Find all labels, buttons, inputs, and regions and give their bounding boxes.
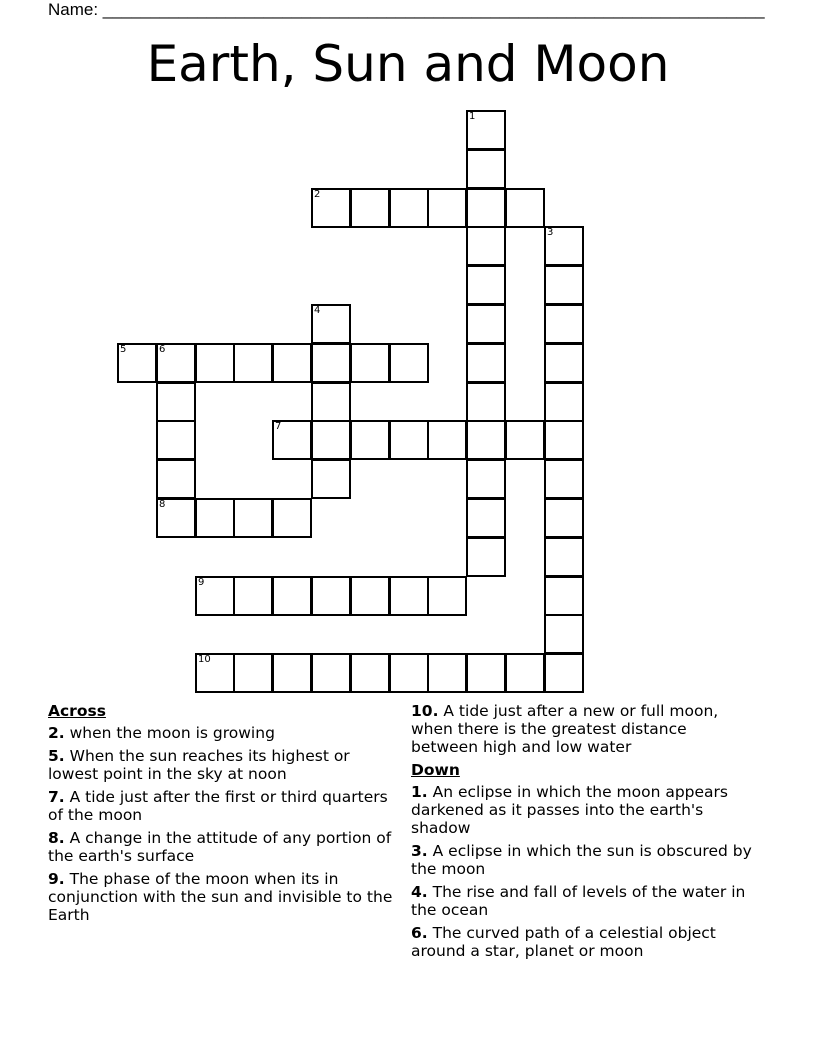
clue-across-5 (48, 747, 393, 783)
clue-number: 6. (411, 924, 428, 942)
grid-cell[interactable] (544, 614, 584, 654)
grid-cell[interactable] (505, 653, 545, 693)
grid-cell[interactable] (272, 420, 312, 460)
clue-text: A tide just after a new or full moon, when there is the greatest distance between high and low water (411, 702, 719, 756)
clue-down-3 (411, 842, 756, 878)
clue-number: 7. (48, 788, 65, 806)
clue-text: When the sun reaches its highest or lowest point in the sky at noon (48, 747, 350, 783)
grid-cell[interactable] (350, 653, 390, 693)
grid-cell[interactable] (544, 226, 584, 266)
clue-text: when the moon is growing (69, 724, 275, 742)
grid-cell[interactable] (233, 653, 273, 693)
clue-across-7 (48, 788, 393, 824)
clue-down-6 (411, 924, 756, 960)
clue-text: The phase of the moon when its in conjunction with the sun and invisible to the Earth (48, 870, 393, 924)
clue-number: 3. (411, 842, 428, 860)
grid-cell[interactable] (156, 459, 196, 499)
grid-cell[interactable] (544, 537, 584, 577)
clue-number-label: 3 (547, 227, 554, 238)
clue-number: 10. (411, 702, 439, 720)
grid-cell[interactable] (466, 110, 506, 150)
grid-cell[interactable] (466, 188, 506, 228)
across-heading: Across (48, 702, 106, 720)
grid-cell[interactable] (427, 653, 467, 693)
clue-number-label: 6 (159, 344, 166, 355)
grid-cell[interactable] (544, 576, 584, 616)
page-title: Earth, Sun and Moon (146, 35, 670, 93)
grid-cell[interactable] (311, 382, 351, 422)
grid-cell[interactable] (427, 188, 467, 228)
clue-text: A tide just after the first or third quarters of the moon (48, 788, 388, 824)
grid-cell[interactable] (544, 265, 584, 305)
clue-number-label: 1 (469, 111, 476, 122)
grid-cell[interactable] (389, 653, 429, 693)
grid-cell[interactable] (311, 188, 351, 228)
grid-cell[interactable] (389, 576, 429, 616)
grid-cell[interactable] (195, 498, 235, 538)
grid-cell[interactable] (272, 343, 312, 383)
grid-cell[interactable] (350, 576, 390, 616)
grid-cell[interactable] (311, 576, 351, 616)
grid-cell[interactable] (389, 343, 429, 383)
clue-number-label: 7 (275, 421, 282, 432)
grid-cell[interactable] (544, 382, 584, 422)
grid-cell[interactable] (427, 420, 467, 460)
grid-cell[interactable] (544, 653, 584, 693)
grid-cell[interactable] (156, 498, 196, 538)
grid-cell[interactable] (156, 382, 196, 422)
clue-across-8 (48, 829, 393, 865)
grid-cell[interactable] (544, 304, 584, 344)
grid-cell[interactable] (466, 382, 506, 422)
grid-cell[interactable] (311, 653, 351, 693)
clue-text: A eclipse in which the sun is obscured by the moon (411, 842, 752, 878)
grid-cell[interactable] (350, 420, 390, 460)
clue-number-label: 9 (198, 577, 205, 588)
grid-cell[interactable] (466, 226, 506, 266)
clue-number-label: 5 (120, 344, 127, 355)
grid-cell[interactable] (466, 498, 506, 538)
clue-number: 2. (48, 724, 65, 742)
clue-number: 9. (48, 870, 65, 888)
grid-cell[interactable] (272, 498, 312, 538)
grid-cell[interactable] (505, 420, 545, 460)
clue-down-1 (411, 783, 756, 837)
grid-cell[interactable] (544, 343, 584, 383)
clue-number: 4. (411, 883, 428, 901)
clue-across-10 (411, 702, 756, 756)
clue-number-label: 4 (314, 305, 321, 316)
grid-cell[interactable] (505, 188, 545, 228)
grid-cell[interactable] (466, 265, 506, 305)
grid-cell[interactable] (311, 420, 351, 460)
clue-number: 8. (48, 829, 65, 847)
down-heading: Down (411, 761, 460, 779)
grid-cell[interactable] (156, 343, 196, 383)
clue-across-2 (48, 724, 393, 742)
grid-cell[interactable] (195, 576, 235, 616)
grid-cell[interactable] (156, 420, 196, 460)
grid-cell[interactable] (427, 576, 467, 616)
grid-cell[interactable] (311, 459, 351, 499)
clue-text: The rise and fall of levels of the water in the ocean (411, 883, 746, 919)
grid-cell[interactable] (350, 188, 390, 228)
clues-right-column (411, 702, 756, 965)
grid-cell[interactable] (233, 576, 273, 616)
grid-cell[interactable] (466, 653, 506, 693)
grid-cell[interactable] (466, 537, 506, 577)
grid-cell[interactable] (544, 420, 584, 460)
grid-cell[interactable] (311, 304, 351, 344)
grid-cell[interactable] (466, 304, 506, 344)
clue-down-4 (411, 883, 756, 919)
grid-cell[interactable] (389, 420, 429, 460)
grid-cell[interactable] (311, 343, 351, 383)
clue-text: The curved path of a celestial object around a star, planet or moon (411, 924, 716, 960)
grid-cell[interactable] (195, 343, 235, 383)
grid-cell[interactable] (466, 420, 506, 460)
grid-cell[interactable] (272, 576, 312, 616)
grid-cell[interactable] (466, 343, 506, 383)
clue-number: 5. (48, 747, 65, 765)
grid-cell[interactable] (389, 188, 429, 228)
grid-cell[interactable] (544, 459, 584, 499)
grid-cell[interactable] (233, 498, 273, 538)
grid-cell[interactable] (272, 653, 312, 693)
clue-number-label: 2 (314, 189, 321, 200)
clue-text: An eclipse in which the moon appears darkened as it passes into the earth's shadow (411, 783, 729, 837)
grid-cell[interactable] (350, 343, 390, 383)
clue-number-label: 10 (198, 654, 211, 665)
clue-text: A change in the attitude of any portion of the earth's surface (48, 829, 392, 865)
grid-cell[interactable] (195, 653, 235, 693)
clue-number: 1. (411, 783, 428, 801)
grid-cell[interactable] (466, 149, 506, 189)
clue-across-9 (48, 870, 393, 924)
grid-cell[interactable] (466, 459, 506, 499)
clue-number-label: 8 (159, 499, 166, 510)
grid-cell[interactable] (233, 343, 273, 383)
clues-left-column (48, 702, 393, 929)
grid-cell[interactable] (117, 343, 157, 383)
grid-cell[interactable] (544, 498, 584, 538)
name-field[interactable]: Name: ______________________________________________________________________ (48, 0, 765, 19)
